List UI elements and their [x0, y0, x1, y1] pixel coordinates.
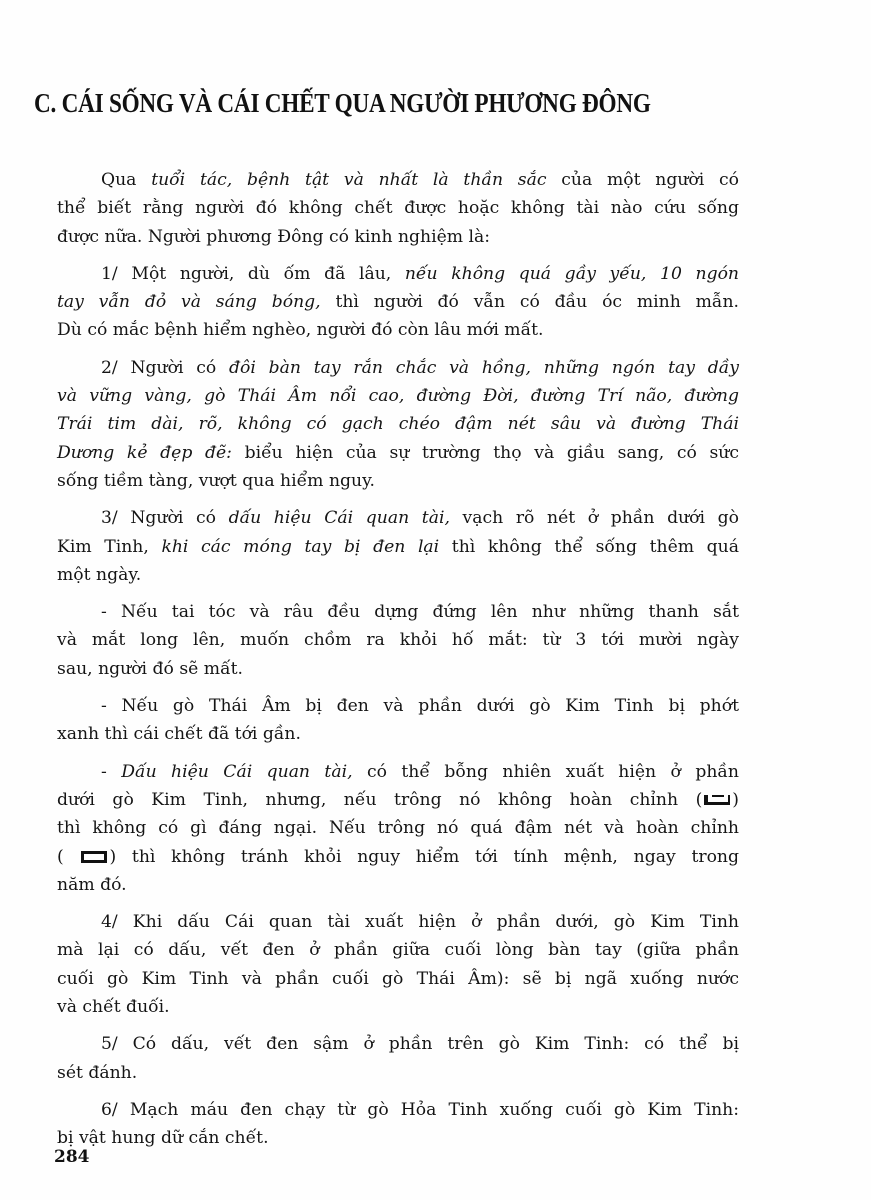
- text-line: [57, 223, 739, 251]
- text: 1/ Một người, dù ốm đã lâu,: [101, 263, 405, 284]
- text: -: [101, 761, 122, 782]
- text: dưới gò Kim Tinh, nhưng, nếu trông nó không hoàn chỉnh (: [57, 789, 703, 810]
- text: vạch rõ nét ở phần dưới gò: [449, 508, 739, 529]
- text: bị vật hung dữ cắn chết.: [57, 1128, 269, 1149]
- text-line: [57, 504, 739, 532]
- italic-text: tay vẫn đỏ và sáng bóng,: [57, 292, 321, 313]
- text-line: [57, 655, 739, 683]
- text: 6/ Mạch máu đen chạy từ gò Hỏa Tinh xuống cuối gò Kim Tinh:: [101, 1099, 739, 1120]
- text-line: [57, 439, 739, 467]
- paragraph: [57, 354, 739, 495]
- text: - Nếu gò Thái Âm bị đen và phần dưới gò Kim Tinh bị phớt: [101, 696, 739, 717]
- italic-text: Dương kẻ đẹp đẽ:: [57, 442, 232, 463]
- text-line: [57, 908, 739, 936]
- text-line: [57, 382, 739, 410]
- paragraph: [57, 260, 739, 345]
- italic-text: Trái tim dài, rõ, không có gạch chéo đậm nét sâu và đường Thái: [57, 414, 739, 435]
- text-line: [57, 260, 739, 288]
- text-line: [57, 786, 739, 814]
- italic-text: nếu không quá gầy yếu, 10 ngón: [404, 263, 739, 284]
- italic-text: tuổi tác, bệnh tật và nhất là thần sắc: [151, 170, 547, 190]
- paragraph: [57, 504, 739, 589]
- text: 2/ Người có: [101, 357, 230, 378]
- text-line: [57, 936, 739, 964]
- italic-text: khi các móng tay bị đen lại: [161, 536, 440, 557]
- text: biểu hiện của sự trường thọ và giầu sang, có sức: [231, 442, 739, 463]
- paragraph: [57, 1096, 739, 1153]
- text: sét đánh.: [57, 1062, 138, 1083]
- text-line: [57, 814, 739, 842]
- text-line: [57, 194, 739, 222]
- text-line: [57, 1059, 739, 1087]
- text-line: [57, 993, 739, 1021]
- text: Dù có mắc bệnh hiểm nghèo, người đó còn lâu mới mất.: [57, 320, 544, 341]
- text-line: [57, 288, 739, 316]
- text-line: [57, 533, 739, 561]
- text-line: [57, 1096, 739, 1124]
- italic-text: Dấu hiệu Cái quan tài,: [121, 761, 353, 782]
- text: mà lại có dấu, vết đen ở phần giữa cuối lòng bàn tay (giữa phần: [57, 940, 739, 961]
- text: và chết đuối.: [57, 997, 170, 1018]
- text-line: [57, 965, 739, 993]
- paragraph: [57, 166, 739, 251]
- coffin-sign-partial-icon: [702, 794, 732, 806]
- italic-text: và vững vàng, gò Thái Âm nổi cao, đường Đời, đường Trí não, đường: [57, 386, 739, 407]
- text-line: [57, 758, 739, 786]
- text: (: [57, 846, 80, 867]
- coffin-sign-full-icon: [79, 851, 109, 863]
- text: 3/ Người có: [101, 508, 229, 529]
- text: Kim Tinh,: [57, 536, 162, 557]
- text-line: [57, 720, 739, 748]
- text: thì người đó vẫn có đầu óc minh mẫn.: [320, 292, 739, 313]
- text: sống tiềm tàng, vượt qua hiểm nguy.: [57, 470, 375, 491]
- text: năm đó.: [57, 874, 127, 895]
- paragraph: [57, 1030, 739, 1087]
- text: sau, người đó sẽ mất.: [57, 658, 243, 679]
- text: được nữa. Người phương Đông có kinh nghiệm là:: [57, 226, 491, 247]
- text: của một người có: [546, 170, 740, 190]
- text: thì không thể sống thêm quá: [439, 536, 739, 557]
- text: 5/ Có dấu, vết đen sậm ở phần trên gò Kim Tinh: có thể bị: [101, 1034, 739, 1055]
- italic-text: đôi bàn tay rắn chắc và hồng, những ngón tay dầy: [229, 357, 739, 378]
- text-line: [57, 1124, 739, 1152]
- text-line: [57, 316, 739, 344]
- text-line: [57, 354, 739, 382]
- text-line: [57, 467, 739, 495]
- text-line: [57, 561, 739, 589]
- text: cuối gò Kim Tinh và phần cuối gò Thái Âm): sẽ bị ngã xuống nước: [57, 968, 739, 989]
- text: - Nếu tai tóc và râu đều dựng đứng lên như những thanh sắt: [101, 602, 739, 623]
- text-line: [57, 1030, 739, 1058]
- text-line: [57, 692, 739, 720]
- body-text: [57, 166, 739, 1162]
- paragraph: [57, 758, 739, 899]
- text-line: [57, 626, 739, 654]
- text: một ngày.: [57, 564, 142, 585]
- text: thì không có gì đáng ngại. Nếu trông nó quá đậm nét và hoàn chỉnh: [57, 818, 739, 839]
- text-line: [57, 843, 739, 871]
- paragraph: [57, 598, 739, 683]
- section-title: C. CÁI SỐNG VÀ CÁI CHẾT QUA NGƯỜI PHƯƠNG ĐÔNG: [34, 88, 651, 118]
- text: và mắt long lên, muốn chồm ra khỏi hố mắt: từ 3 tới mười ngày: [57, 630, 739, 651]
- paragraph: [57, 908, 739, 1021]
- italic-text: dấu hiệu Cái quan tài,: [228, 508, 450, 529]
- text-line: [57, 598, 739, 626]
- paragraph: [57, 692, 739, 749]
- text: xanh thì cái chết đã tới gần.: [57, 724, 301, 745]
- text: 4/ Khi dấu Cái quan tài xuất hiện ở phần dưới, gò Kim Tinh: [101, 912, 739, 933]
- text-line: [57, 166, 739, 194]
- text: ): [732, 789, 739, 810]
- text-line: [57, 410, 739, 438]
- text: thể biết rằng người đó không chết được hoặc không tài nào cứu sống: [57, 198, 739, 219]
- page-number: 284: [54, 1147, 90, 1167]
- text-line: [57, 871, 739, 899]
- text: ) thì không tránh khỏi nguy hiểm tới tính mệnh, ngay trong: [109, 846, 739, 867]
- text: Qua: [101, 170, 152, 190]
- text: có thể bỗng nhiên xuất hiện ở phần: [352, 761, 739, 782]
